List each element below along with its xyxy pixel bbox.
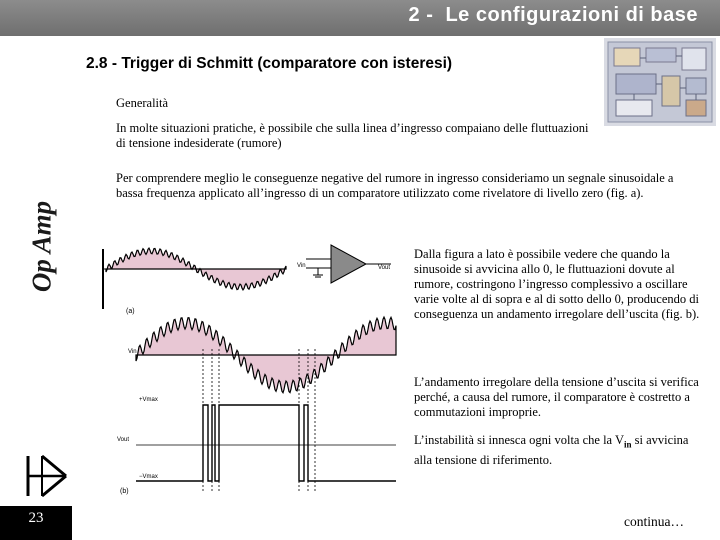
paragraph-instability [414,433,709,468]
vin-axis-label: Vin [128,349,137,355]
continua-link[interactable]: continua… [624,514,684,529]
chapter-title: 2 - Le configurazioni di base [408,4,698,26]
title-bar [0,0,720,36]
vin-subscript: in [624,439,632,450]
instability-text-suffix: si avvicina alla tensione di riferimento. [414,433,689,467]
minus-vmax-label: −Vmax [139,474,158,480]
plus-vmax-label: +Vmax [139,397,158,403]
instability-text-prefix: L’instabilità si innesca ogni volta che la V [414,433,625,447]
waveform-figure [96,237,404,500]
vertical-op-amp-label: Op Amp [26,200,57,293]
logo-icon [22,454,70,498]
paragraph-irregular-output: L’andamento irregolare della tensione d’uscita si verifica perché, a causa del rumore, il comparatore è costretto a commutazioni improprie. [414,375,699,419]
opamp-input-label: Vin [297,263,306,269]
figure-label-a: (a) [126,308,135,315]
paragraph-figure-description: Dalla figura a lato è possibile vedere che quando la sinusoide si avvicina allo 0, le fluttuazioni dovute al rumore, costringono l’ingresso complessivo a oscillare varie volte al di sopra e al di sotto dello 0, producendo di conseguenza un andamento irregolare dell’uscita (fig. b). [414,247,700,321]
vout-axis-label: Vout [117,437,130,443]
chip-die-image [604,38,716,126]
page-number: 23 [28,510,44,526]
figure-label-b: (b) [120,488,129,495]
paragraph-noise-intro: In molte situazioni pratiche, è possibile che sulla linea d’ingresso compaiano delle fluttuazioni di tensione indesiderate (rumore) [116,121,589,150]
subheading: Generalità [116,96,169,110]
section-title: 2.8 - Trigger di Schmitt (comparatore con isteresi) [86,55,453,72]
paragraph-example: Per comprendere meglio le conseguenze negative del rumore in ingresso consideriamo un segnale sinusoidale a bassa frequenza applicato all’ingresso di un comparatore utilizzato come rivelatore di livello zero (fig. a). [116,171,674,200]
opamp-output-label: Vout [378,265,391,271]
